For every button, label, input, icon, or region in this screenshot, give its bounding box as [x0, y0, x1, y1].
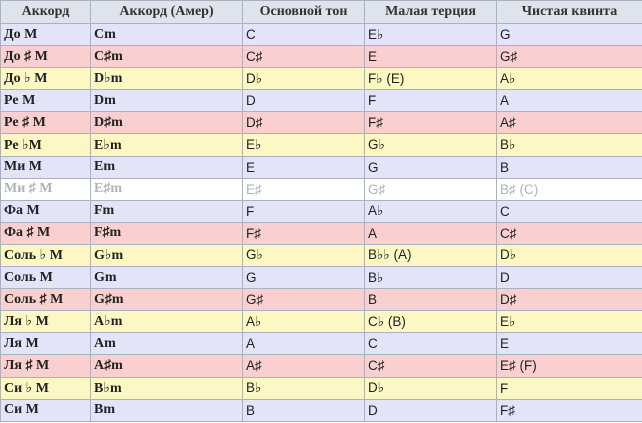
table-row — [1, 222, 642, 244]
table-row — [1, 200, 642, 222]
cell-chord: Фа M — [1, 200, 91, 222]
cell-chord: Соль ♯ M — [1, 289, 91, 311]
cell-minor-third: C♭ (B) — [365, 311, 497, 333]
cell-chord-american: E♭m — [91, 134, 243, 156]
cell-chord-american: Cm — [91, 24, 243, 46]
cell-perfect-fifth: E — [497, 333, 642, 355]
cell-chord-american: C♯m — [91, 46, 243, 68]
table-header — [1, 1, 642, 24]
cell-chord: Ре M — [1, 90, 91, 112]
cell-perfect-fifth: D♯ — [497, 289, 642, 311]
cell-perfect-fifth: A♯ — [497, 112, 642, 134]
cell-root: D — [243, 90, 365, 112]
cell-minor-third: F♯ — [365, 112, 497, 134]
cell-chord-american: Bm — [91, 399, 243, 421]
cell-perfect-fifth: F — [497, 377, 642, 399]
table-body — [1, 24, 642, 422]
table-row — [1, 156, 642, 178]
cell-chord: Ре ♯ M — [1, 112, 91, 134]
table-row — [1, 112, 642, 134]
cell-minor-third: A♭ — [365, 200, 497, 222]
cell-root: D♭ — [243, 68, 365, 90]
cell-perfect-fifth: B — [497, 156, 642, 178]
cell-minor-third: F — [365, 90, 497, 112]
cell-minor-third: G♯ — [365, 178, 497, 200]
cell-chord-american: Am — [91, 333, 243, 355]
cell-minor-third: B♭ — [365, 267, 497, 289]
cell-root: C — [243, 24, 365, 46]
cell-root: E♭ — [243, 134, 365, 156]
cell-root: F — [243, 200, 365, 222]
cell-perfect-fifth: G — [497, 24, 642, 46]
table-row — [1, 68, 642, 90]
cell-chord-american: E♯m — [91, 178, 243, 200]
cell-perfect-fifth: C♯ — [497, 222, 642, 244]
table-row — [1, 399, 642, 421]
cell-minor-third: G♭ — [365, 134, 497, 156]
header-root: Основной тон — [243, 1, 365, 24]
cell-root: G — [243, 267, 365, 289]
cell-perfect-fifth: B♭ — [497, 134, 642, 156]
cell-chord: Фа ♯ M — [1, 222, 91, 244]
cell-chord-american: F♯m — [91, 222, 243, 244]
cell-chord: До ♭ M — [1, 68, 91, 90]
cell-chord: Ля ♭ M — [1, 311, 91, 333]
table-row — [1, 90, 642, 112]
cell-perfect-fifth: C — [497, 200, 642, 222]
header-perfect-fifth: Чистая квинта — [497, 1, 642, 24]
cell-chord: Си M — [1, 399, 91, 421]
table-row — [1, 46, 642, 68]
cell-minor-third: F♭ (E) — [365, 68, 497, 90]
cell-chord: До ♯ M — [1, 46, 91, 68]
cell-chord-american: A♭m — [91, 311, 243, 333]
cell-root: C♯ — [243, 46, 365, 68]
table-row — [1, 178, 642, 200]
cell-chord-american: G♯m — [91, 289, 243, 311]
cell-minor-third: B — [365, 289, 497, 311]
cell-root: D♯ — [243, 112, 365, 134]
cell-chord-american: Em — [91, 156, 243, 178]
cell-root: E — [243, 156, 365, 178]
table-row — [1, 289, 642, 311]
table-row — [1, 311, 642, 333]
header-row — [1, 1, 642, 24]
table-row — [1, 355, 642, 377]
cell-root: E♯ — [243, 178, 365, 200]
cell-minor-third: C — [365, 333, 497, 355]
cell-chord-american: B♭m — [91, 377, 243, 399]
cell-minor-third: A — [365, 222, 497, 244]
cell-chord: Соль M — [1, 267, 91, 289]
cell-chord: Ми ♯ M — [1, 178, 91, 200]
cell-perfect-fifth: E♭ — [497, 311, 642, 333]
header-minor-third: Малая терция — [365, 1, 497, 24]
cell-chord-american: G♭m — [91, 244, 243, 266]
cell-perfect-fifth: G♯ — [497, 46, 642, 68]
table-row — [1, 24, 642, 46]
cell-chord: Ля M — [1, 333, 91, 355]
cell-chord: Ре ♭M — [1, 134, 91, 156]
cell-chord: Ми M — [1, 156, 91, 178]
cell-perfect-fifth: A♭ — [497, 68, 642, 90]
cell-chord: Ля ♯ M — [1, 355, 91, 377]
cell-perfect-fifth: D♭ — [497, 244, 642, 266]
cell-root: F♯ — [243, 222, 365, 244]
header-chord-american: Аккорд (Амер) — [91, 1, 243, 24]
cell-chord-american: D♯m — [91, 112, 243, 134]
table-row — [1, 134, 642, 156]
cell-minor-third: G — [365, 156, 497, 178]
table-row — [1, 267, 642, 289]
table-row — [1, 244, 642, 266]
cell-chord-american: Fm — [91, 200, 243, 222]
cell-minor-third: B♭♭ (A) — [365, 244, 497, 266]
cell-chord-american: Dm — [91, 90, 243, 112]
cell-root: B — [243, 399, 365, 421]
table-row — [1, 377, 642, 399]
cell-root: A — [243, 333, 365, 355]
cell-chord: До M — [1, 24, 91, 46]
cell-perfect-fifth: E♯ (F) — [497, 355, 642, 377]
cell-minor-third: D♭ — [365, 377, 497, 399]
cell-root: B♭ — [243, 377, 365, 399]
cell-root: A♭ — [243, 311, 365, 333]
cell-perfect-fifth: A — [497, 90, 642, 112]
cell-perfect-fifth: D — [497, 267, 642, 289]
cell-minor-third: D — [365, 399, 497, 421]
cell-chord: Си ♭ M — [1, 377, 91, 399]
cell-root: A♯ — [243, 355, 365, 377]
cell-minor-third: E♭ — [365, 24, 497, 46]
header-chord: Аккорд — [1, 1, 91, 24]
cell-chord-american: Gm — [91, 267, 243, 289]
cell-chord-american: D♭m — [91, 68, 243, 90]
cell-minor-third: E — [365, 46, 497, 68]
cell-root: G♭ — [243, 244, 365, 266]
cell-chord: Соль ♭ M — [1, 244, 91, 266]
table-row — [1, 333, 642, 355]
cell-root: G♯ — [243, 289, 365, 311]
cell-minor-third: C♯ — [365, 355, 497, 377]
cell-perfect-fifth: B♯ (C) — [497, 178, 642, 200]
cell-perfect-fifth: F♯ — [497, 399, 642, 421]
cell-chord-american: A♯m — [91, 355, 243, 377]
